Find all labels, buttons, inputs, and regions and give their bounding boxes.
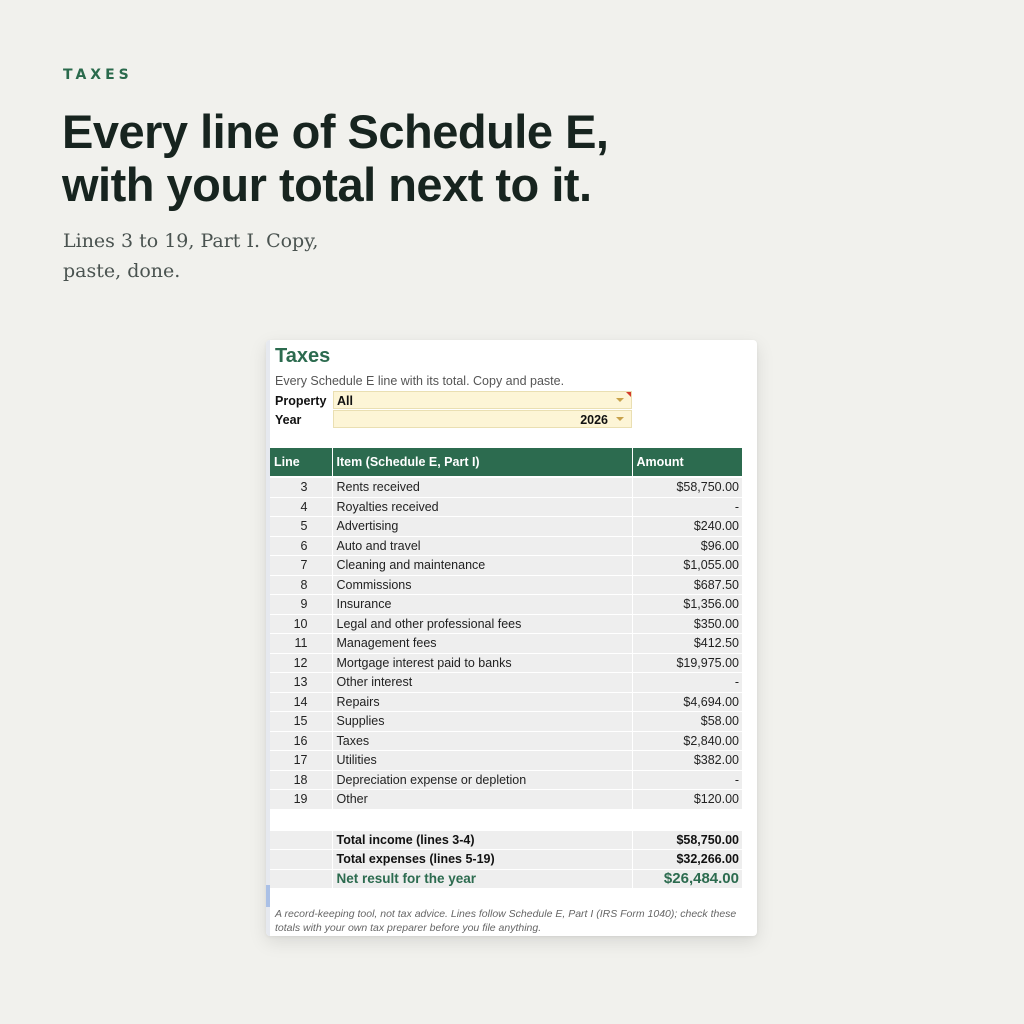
item-name: Rents received — [332, 478, 632, 497]
amount: $687.50 — [632, 575, 742, 595]
line-number: 4 — [270, 497, 332, 517]
page-subhead: Lines 3 to 19, Part I. Copy, paste, done. — [63, 230, 319, 282]
net-result-label: Net result for the year — [332, 869, 632, 889]
line-number: 19 — [270, 790, 332, 810]
amount: $382.00 — [632, 751, 742, 771]
line-number: 3 — [270, 478, 332, 497]
amount: - — [632, 673, 742, 693]
spacer-row — [270, 809, 742, 830]
year-label: Year — [275, 413, 302, 427]
item-name: Advertising — [332, 517, 632, 537]
amount: $240.00 — [632, 517, 742, 537]
total-income-label: Total income (lines 3-4) — [332, 830, 632, 850]
item-name: Commissions — [332, 575, 632, 595]
line-number: 18 — [270, 770, 332, 790]
table-row[interactable] — [270, 790, 742, 810]
amount: $96.00 — [632, 536, 742, 556]
item-name: Depreciation expense or depletion — [332, 770, 632, 790]
item-name: Legal and other professional fees — [332, 614, 632, 634]
section-eyebrow: TAXES — [63, 67, 133, 83]
line-number: 8 — [270, 575, 332, 595]
column-header-line: Line — [270, 448, 332, 476]
item-name: Management fees — [332, 634, 632, 654]
amount: $1,055.00 — [632, 556, 742, 576]
page-headline — [62, 105, 608, 211]
property-label: Property — [275, 394, 327, 408]
table-row[interactable] — [270, 770, 742, 790]
table-row[interactable] — [270, 595, 742, 615]
item-name: Taxes — [332, 731, 632, 751]
line-number: 12 — [270, 653, 332, 673]
table-row[interactable] — [270, 478, 742, 497]
headline-line-1: Every line of Schedule E, — [62, 105, 609, 158]
table-row[interactable] — [270, 692, 742, 712]
table-row[interactable] — [270, 517, 742, 537]
item-name: Royalties received — [332, 497, 632, 517]
line-number: 14 — [270, 692, 332, 712]
line-number: 11 — [270, 634, 332, 654]
table-header-row — [270, 448, 742, 476]
amount: $4,694.00 — [632, 692, 742, 712]
sheet-title: Taxes — [275, 345, 331, 367]
item-name: Utilities — [332, 751, 632, 771]
sheet-description: Every Schedule E line with its total. Copy and paste. — [275, 374, 565, 388]
table-row[interactable] — [270, 556, 742, 576]
item-name: Repairs — [332, 692, 632, 712]
table-row[interactable] — [270, 536, 742, 556]
amount: - — [632, 770, 742, 790]
total-expenses-row[interactable] — [270, 850, 742, 870]
property-dropdown[interactable] — [333, 391, 632, 409]
line-number: 10 — [270, 614, 332, 634]
item-name: Auto and travel — [332, 536, 632, 556]
headline-line-2: with your total next to it. — [62, 158, 592, 211]
dropdown-arrow-icon — [616, 417, 624, 421]
dropdown-arrow-icon — [616, 398, 624, 402]
total-income-value: $58,750.00 — [632, 830, 742, 850]
amount: - — [632, 497, 742, 517]
item-name: Cleaning and maintenance — [332, 556, 632, 576]
column-header-amount: Amount — [632, 448, 742, 476]
line-number: 9 — [270, 595, 332, 615]
total-income-row[interactable] — [270, 830, 742, 850]
total-expenses-value: $32,266.00 — [632, 850, 742, 870]
net-result-value: $26,484.00 — [632, 869, 742, 889]
table-row[interactable] — [270, 634, 742, 654]
table-row[interactable] — [270, 653, 742, 673]
amount: $19,975.00 — [632, 653, 742, 673]
table-row[interactable] — [270, 614, 742, 634]
year-dropdown[interactable] — [333, 410, 632, 428]
item-name: Insurance — [332, 595, 632, 615]
year-value: 2026 — [580, 413, 608, 427]
table-row[interactable] — [270, 751, 742, 771]
amount: $1,356.00 — [632, 595, 742, 615]
item-name: Other interest — [332, 673, 632, 693]
line-number: 5 — [270, 517, 332, 537]
line-number: 15 — [270, 712, 332, 732]
item-name: Supplies — [332, 712, 632, 732]
spreadsheet-preview — [266, 340, 757, 936]
column-header-item: Item (Schedule E, Part I) — [332, 448, 632, 476]
line-number: 13 — [270, 673, 332, 693]
disclaimer-footnote: A record-keeping tool, not tax advice. Lines follow Schedule E, Part I (IRS Form 1040); check these totals with your own tax preparer before you file anything. — [275, 908, 737, 934]
amount: $58,750.00 — [632, 478, 742, 497]
table-row[interactable] — [270, 731, 742, 751]
amount: $350.00 — [632, 614, 742, 634]
amount: $412.50 — [632, 634, 742, 654]
comment-marker-icon — [626, 392, 631, 397]
line-number: 17 — [270, 751, 332, 771]
table-row[interactable] — [270, 497, 742, 517]
net-result-row[interactable] — [270, 869, 742, 889]
table-row[interactable] — [270, 575, 742, 595]
amount: $2,840.00 — [632, 731, 742, 751]
line-number: 7 — [270, 556, 332, 576]
property-value: All — [337, 394, 353, 408]
table-row[interactable] — [270, 673, 742, 693]
amount: $120.00 — [632, 790, 742, 810]
item-name: Mortgage interest paid to banks — [332, 653, 632, 673]
item-name: Other — [332, 790, 632, 810]
total-expenses-label: Total expenses (lines 5-19) — [332, 850, 632, 870]
table-row[interactable] — [270, 712, 742, 732]
line-number: 16 — [270, 731, 332, 751]
schedule-e-table — [270, 448, 742, 889]
line-number: 6 — [270, 536, 332, 556]
amount: $58.00 — [632, 712, 742, 732]
